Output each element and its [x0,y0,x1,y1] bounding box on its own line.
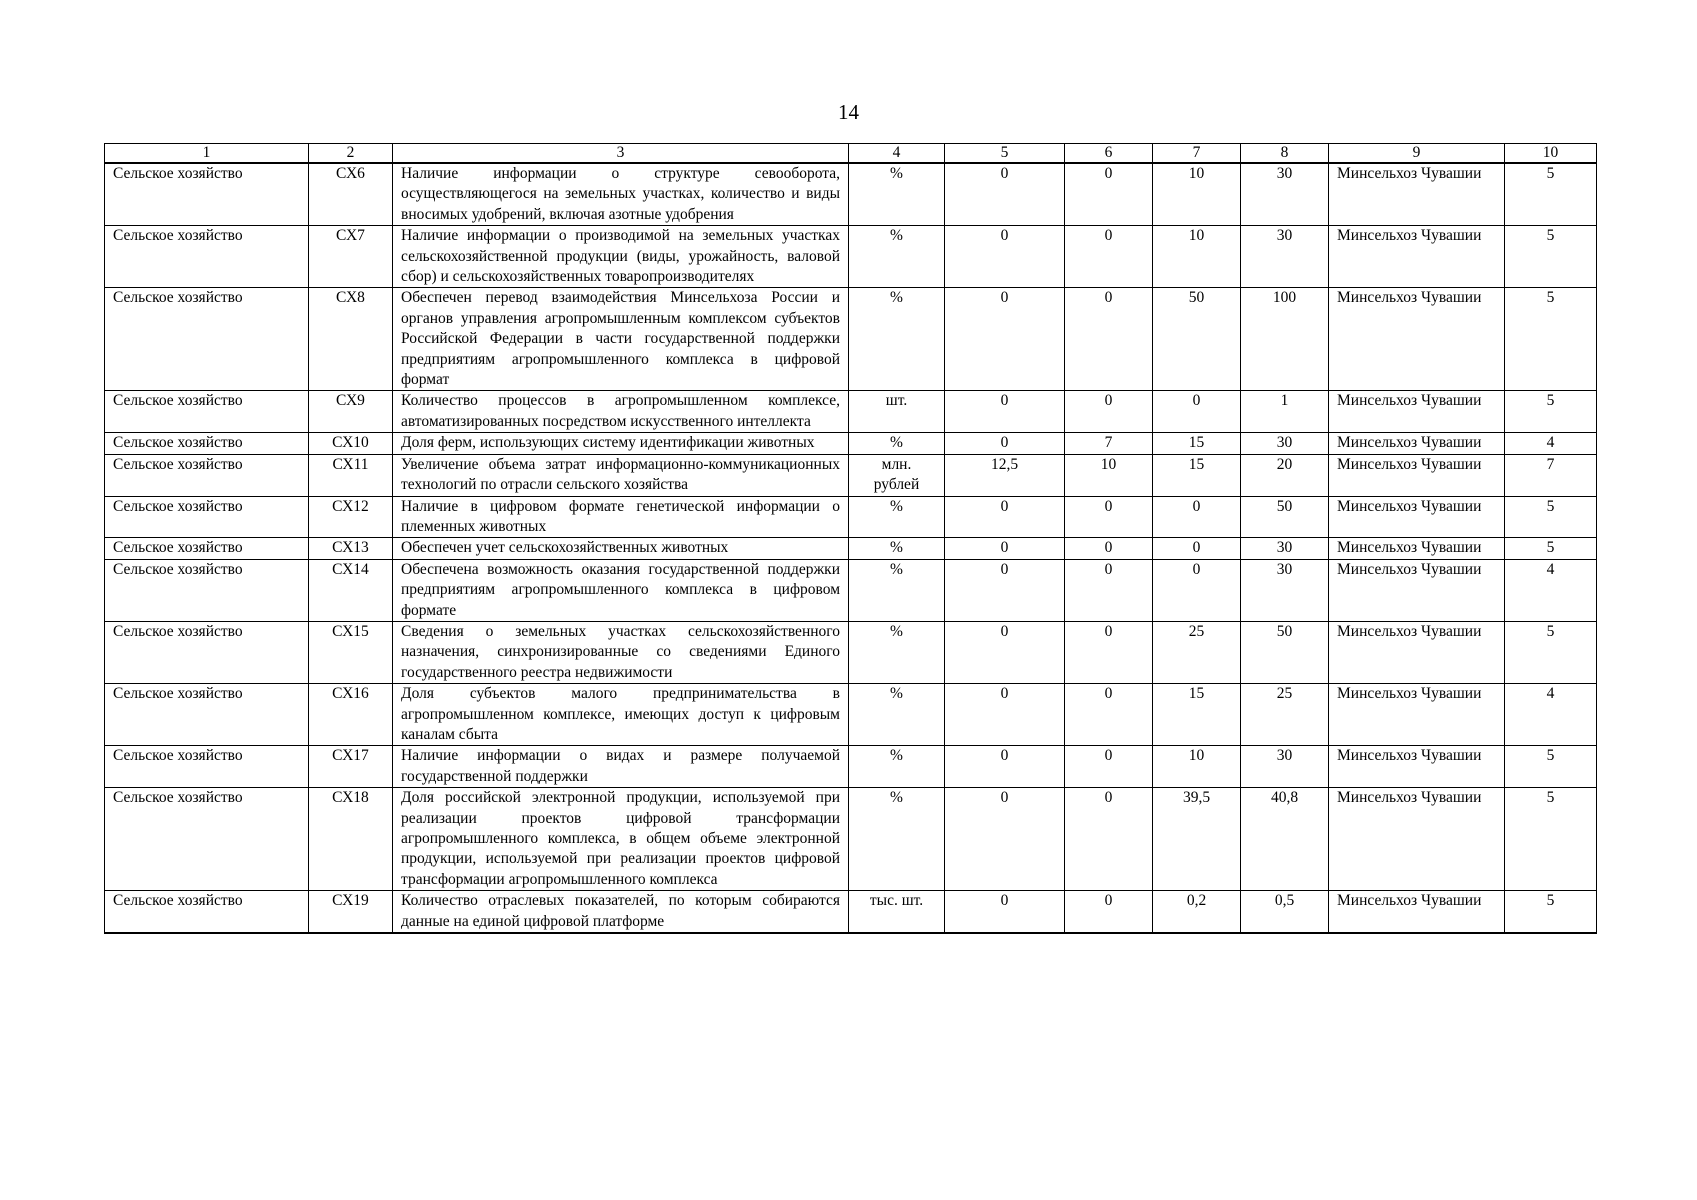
unit-cell: шт. [849,391,945,433]
column-header: 9 [1329,144,1505,164]
value-cell: 0 [945,559,1065,621]
responsible-cell: Минсельхоз Чувашии [1329,559,1505,621]
table-body [105,163,1597,933]
value-cell: 5 [1505,163,1597,226]
value-cell: 0 [945,788,1065,891]
responsible-cell: Минсельхоз Чувашии [1329,288,1505,391]
value-cell: 40,8 [1241,788,1329,891]
unit-cell: млн. рублей [849,454,945,496]
responsible-cell: Минсельхоз Чувашии [1329,163,1505,226]
indicator-text-cell: Обеспечена возможность оказания государственной поддержки предприятиям агропромышленного комплекса в цифровом формате [393,559,849,621]
value-cell: 0 [1065,163,1153,226]
indicator-text-cell: Сведения о земельных участках сельскохозяйственного назначения, синхронизированные со сведениями Единого государственного реестра недвижимости [393,621,849,683]
value-cell: 0 [1065,891,1153,933]
unit-cell: тыс. шт. [849,891,945,933]
value-cell: 4 [1505,433,1597,454]
code-cell: СХ18 [309,788,393,891]
value-cell: 0 [1065,288,1153,391]
indicator-text-cell: Увеличение объема затрат информационно-коммуникационных технологий по отрасли сельского хозяйства [393,454,849,496]
sector-cell: Сельское хозяйство [105,433,309,454]
value-cell: 0 [1153,559,1241,621]
column-header: 7 [1153,144,1241,164]
page-number: 14 [838,100,859,124]
table-header-row [105,144,1597,164]
code-cell: СХ7 [309,226,393,288]
value-cell: 0 [1065,788,1153,891]
value-cell: 5 [1505,788,1597,891]
indicator-text-cell: Наличие информации о видах и размере получаемой государственной поддержки [393,746,849,788]
code-cell: СХ10 [309,433,393,454]
value-cell: 10 [1153,226,1241,288]
sector-cell: Сельское хозяйство [105,891,309,933]
indicator-text-cell: Доля ферм, использующих систему идентификации животных [393,433,849,454]
value-cell: 0 [1065,746,1153,788]
value-cell: 30 [1241,559,1329,621]
code-cell: СХ16 [309,684,393,746]
code-cell: СХ14 [309,559,393,621]
value-cell: 25 [1153,621,1241,683]
value-cell: 0,5 [1241,891,1329,933]
column-header: 4 [849,144,945,164]
table-row [105,391,1597,433]
unit-cell: % [849,163,945,226]
sector-cell: Сельское хозяйство [105,226,309,288]
value-cell: 5 [1505,288,1597,391]
value-cell: 0 [1065,559,1153,621]
value-cell: 0 [945,891,1065,933]
sector-cell: Сельское хозяйство [105,163,309,226]
column-header: 10 [1505,144,1597,164]
value-cell: 30 [1241,746,1329,788]
unit-cell: % [849,226,945,288]
value-cell: 5 [1505,621,1597,683]
column-header: 1 [105,144,309,164]
value-cell: 0 [945,496,1065,538]
responsible-cell: Минсельхоз Чувашии [1329,746,1505,788]
table-row [105,684,1597,746]
value-cell: 0 [945,433,1065,454]
table-row [105,746,1597,788]
value-cell: 0,2 [1153,891,1241,933]
value-cell: 0 [945,226,1065,288]
value-cell: 15 [1153,454,1241,496]
responsible-cell: Минсельхоз Чувашии [1329,621,1505,683]
table-row [105,454,1597,496]
unit-cell: % [849,538,945,559]
column-header: 8 [1241,144,1329,164]
value-cell: 10 [1153,746,1241,788]
table-row [105,163,1597,226]
code-cell: СХ11 [309,454,393,496]
column-header: 3 [393,144,849,164]
value-cell: 30 [1241,538,1329,559]
code-cell: СХ19 [309,891,393,933]
value-cell: 50 [1241,496,1329,538]
value-cell: 0 [945,746,1065,788]
indicator-text-cell: Доля российской электронной продукции, используемой при реализации проектов цифровой трансформации агропромышленного комплекса, в общем объеме электронной продукции, используемой при реализации проектов цифровой трансформации агропромышленного комплекса [393,788,849,891]
code-cell: СХ13 [309,538,393,559]
unit-cell: % [849,621,945,683]
value-cell: 0 [1065,621,1153,683]
code-cell: СХ12 [309,496,393,538]
sector-cell: Сельское хозяйство [105,684,309,746]
indicator-text-cell: Обеспечен учет сельскохозяйственных животных [393,538,849,559]
responsible-cell: Минсельхоз Чувашии [1329,496,1505,538]
value-cell: 30 [1241,433,1329,454]
value-cell: 39,5 [1153,788,1241,891]
value-cell: 50 [1241,621,1329,683]
responsible-cell: Минсельхоз Чувашии [1329,538,1505,559]
value-cell: 0 [945,288,1065,391]
value-cell: 10 [1065,454,1153,496]
indicators-table [104,143,1597,934]
value-cell: 15 [1153,433,1241,454]
value-cell: 0 [1153,538,1241,559]
indicator-text-cell: Количество отраслевых показателей, по которым собираются данные на единой цифровой платформе [393,891,849,933]
value-cell: 50 [1153,288,1241,391]
responsible-cell: Минсельхоз Чувашии [1329,226,1505,288]
value-cell: 0 [1065,684,1153,746]
responsible-cell: Минсельхоз Чувашии [1329,433,1505,454]
table-row [105,433,1597,454]
unit-cell: % [849,746,945,788]
sector-cell: Сельское хозяйство [105,788,309,891]
value-cell: 5 [1505,391,1597,433]
indicator-text-cell: Доля субъектов малого предпринимательства в агропромышленном комплексе, имеющих доступ к цифровым каналам сбыта [393,684,849,746]
value-cell: 7 [1505,454,1597,496]
table-row [105,496,1597,538]
unit-cell: % [849,559,945,621]
code-cell: СХ17 [309,746,393,788]
value-cell: 5 [1505,746,1597,788]
value-cell: 5 [1505,891,1597,933]
value-cell: 5 [1505,226,1597,288]
value-cell: 0 [945,391,1065,433]
indicator-text-cell: Наличие информации о структуре севооборота, осуществляющегося на земельных участках, количество и виды вносимых удобрений, включая азотные удобрения [393,163,849,226]
value-cell: 0 [1153,391,1241,433]
unit-cell: % [849,288,945,391]
sector-cell: Сельское хозяйство [105,391,309,433]
code-cell: СХ15 [309,621,393,683]
table-row [105,788,1597,891]
value-cell: 0 [945,684,1065,746]
indicator-text-cell: Количество процессов в агропромышленном комплексе, автоматизированных посредством искусственного интеллекта [393,391,849,433]
responsible-cell: Минсельхоз Чувашии [1329,788,1505,891]
code-cell: СХ9 [309,391,393,433]
sector-cell: Сельское хозяйство [105,621,309,683]
value-cell: 4 [1505,684,1597,746]
indicator-text-cell: Наличие в цифровом формате генетической информации о племенных животных [393,496,849,538]
table-row [105,226,1597,288]
value-cell: 30 [1241,163,1329,226]
code-cell: СХ6 [309,163,393,226]
unit-cell: % [849,433,945,454]
unit-cell: % [849,496,945,538]
column-header: 2 [309,144,393,164]
value-cell: 0 [1065,226,1153,288]
sector-cell: Сельское хозяйство [105,496,309,538]
value-cell: 4 [1505,559,1597,621]
value-cell: 5 [1505,538,1597,559]
value-cell: 7 [1065,433,1153,454]
column-header: 6 [1065,144,1153,164]
value-cell: 0 [945,163,1065,226]
value-cell: 25 [1241,684,1329,746]
value-cell: 1 [1241,391,1329,433]
value-cell: 30 [1241,226,1329,288]
table-row [105,538,1597,559]
column-header: 5 [945,144,1065,164]
value-cell: 0 [1065,496,1153,538]
indicator-text-cell: Наличие информации о производимой на земельных участках сельскохозяйственной продукции (виды, урожайность, валовой сбор) и сельскохозяйственных товаропроизводителях [393,226,849,288]
value-cell: 100 [1241,288,1329,391]
unit-cell: % [849,684,945,746]
value-cell: 0 [1065,391,1153,433]
unit-cell: % [849,788,945,891]
table-row [105,559,1597,621]
responsible-cell: Минсельхоз Чувашии [1329,891,1505,933]
responsible-cell: Минсельхоз Чувашии [1329,454,1505,496]
sector-cell: Сельское хозяйство [105,746,309,788]
value-cell: 0 [1153,496,1241,538]
responsible-cell: Минсельхоз Чувашии [1329,391,1505,433]
indicator-text-cell: Обеспечен перевод взаимодействия Минсельхоза России и органов управления агропромышленным комплексом субъектов Российской Федерации в части государственной поддержки предприятиям агропромышленного комплекса в цифровой формат [393,288,849,391]
table-row [105,891,1597,933]
code-cell: СХ8 [309,288,393,391]
table-row [105,288,1597,391]
value-cell: 20 [1241,454,1329,496]
sector-cell: Сельское хозяйство [105,538,309,559]
value-cell: 12,5 [945,454,1065,496]
sector-cell: Сельское хозяйство [105,288,309,391]
sector-cell: Сельское хозяйство [105,559,309,621]
value-cell: 15 [1153,684,1241,746]
responsible-cell: Минсельхоз Чувашии [1329,684,1505,746]
value-cell: 0 [945,621,1065,683]
sector-cell: Сельское хозяйство [105,454,309,496]
value-cell: 10 [1153,163,1241,226]
value-cell: 0 [945,538,1065,559]
table-row [105,621,1597,683]
value-cell: 0 [1065,538,1153,559]
value-cell: 5 [1505,496,1597,538]
